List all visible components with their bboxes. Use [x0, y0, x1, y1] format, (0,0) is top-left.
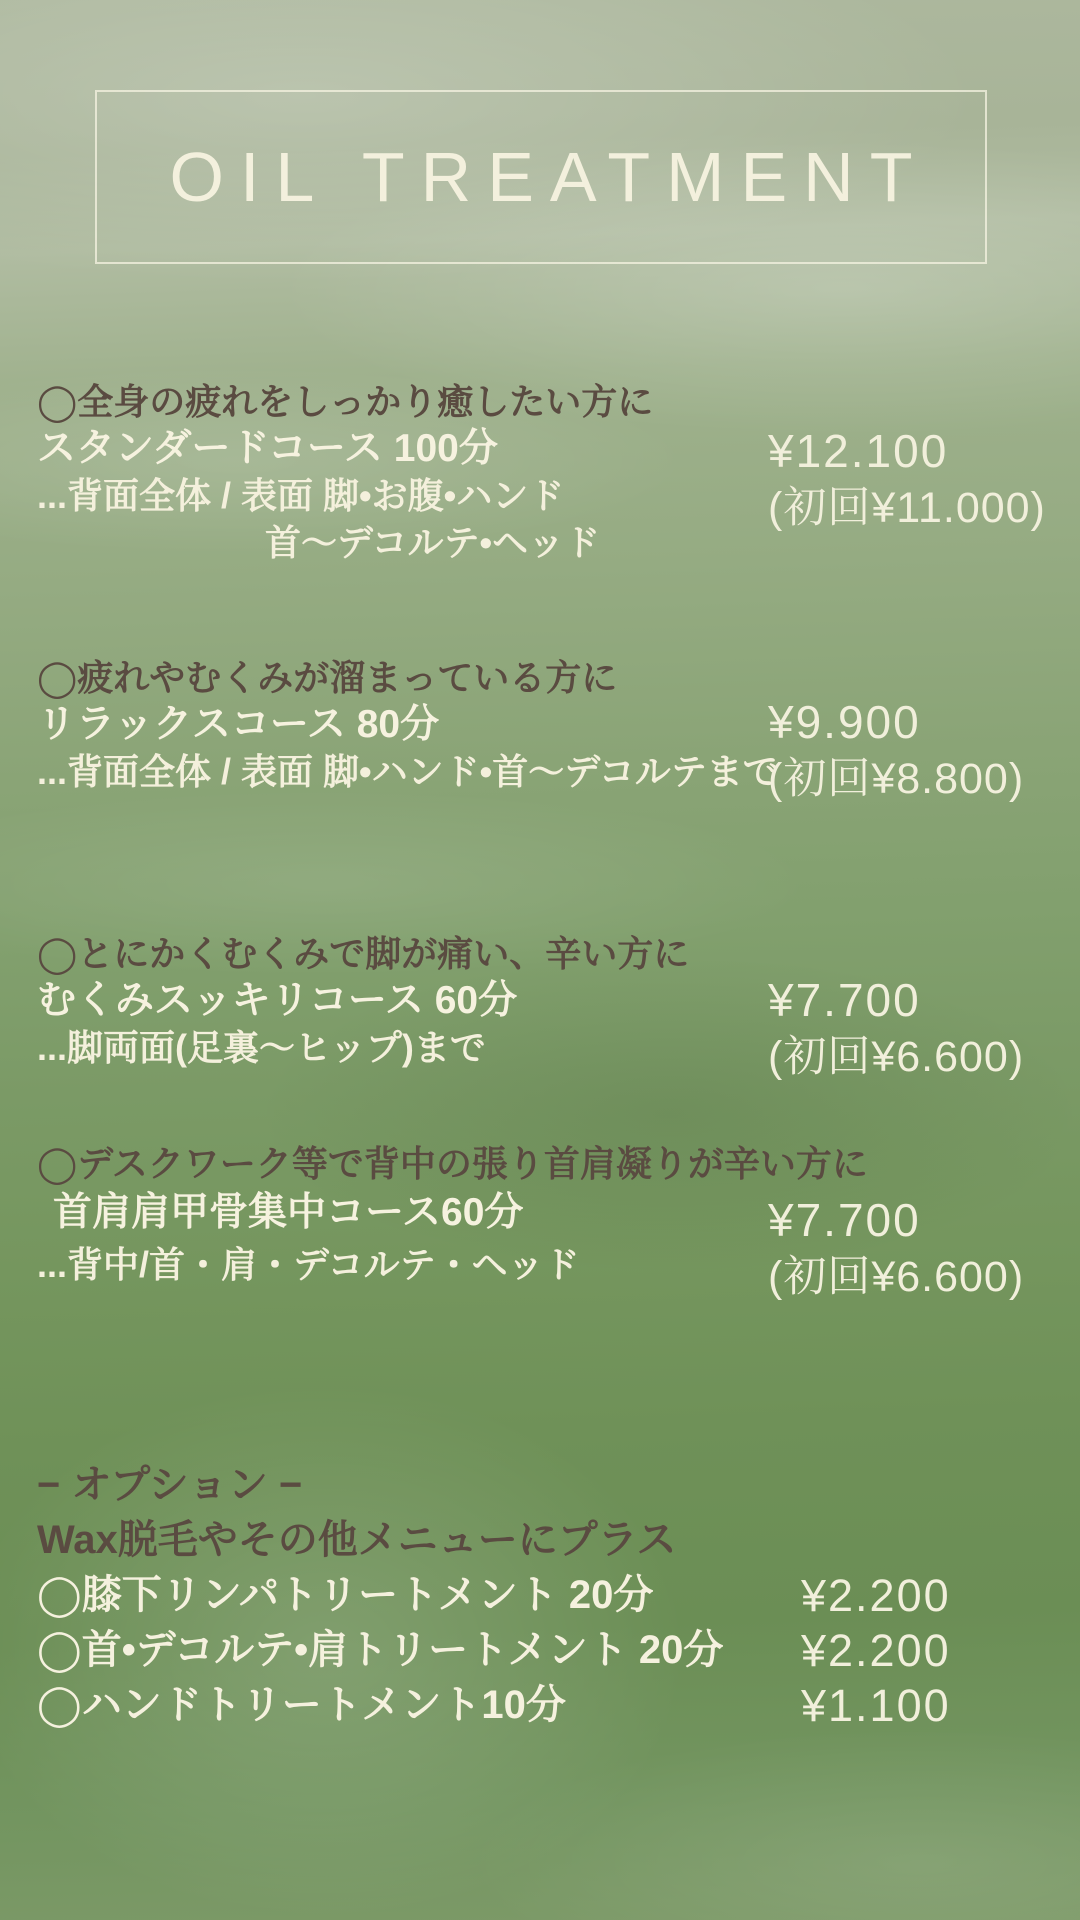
option-label: ◯膝下リンパトリートメント 20分: [37, 1573, 654, 1617]
option-price: ¥2.200: [801, 1570, 951, 1621]
price: ¥7.700: [768, 974, 921, 1026]
course-heading: ◯疲れやむくみが溜まっている方に: [37, 657, 618, 698]
option-price: ¥2.200: [801, 1625, 951, 1676]
price-block-mukumi: [768, 973, 1024, 1087]
option-price: ¥1.100: [801, 1680, 951, 1731]
options-section: [37, 1458, 1080, 1733]
options-subheading: Wax脱毛やその他メニューにプラス: [37, 1518, 677, 1562]
first-time-price: (初回¥11.000): [768, 484, 1046, 532]
course-name: リラックスコース 80分: [37, 703, 440, 746]
price-block-standard: [768, 424, 1046, 538]
course-detail: ...背中/首・肩・デコルテ・ヘッド: [37, 1244, 580, 1285]
price: ¥9.900: [768, 696, 921, 748]
course-detail: ...脚両面(足裏〜ヒップ)まで: [37, 1027, 486, 1068]
first-time-price: (初回¥6.600): [768, 1033, 1025, 1081]
option-label: ◯首•デコルテ•肩トリートメント 20分: [37, 1628, 724, 1672]
first-time-price: (初回¥8.800): [768, 755, 1025, 803]
price: ¥7.700: [768, 1194, 921, 1246]
price: ¥12.100: [768, 425, 949, 477]
course-name: スタンダードコース 100分: [37, 427, 498, 470]
course-name: むくみスッキリコース 60分: [37, 979, 518, 1022]
page-title: OIL TREATMENT: [169, 138, 929, 216]
course-heading: ◯デスクワーク等で背中の張り首肩凝りが辛い方に: [37, 1143, 868, 1184]
title-box: [95, 90, 987, 264]
course-heading: ◯全身の疲れをしっかり癒したい方に: [37, 381, 654, 422]
first-time-price: (初回¥6.600): [768, 1253, 1025, 1301]
course-detail: ...背面全体 / 表面 脚•ハンド•首〜デコルテまで: [37, 751, 779, 792]
price-block-relax: [768, 695, 1024, 809]
option-item: [37, 1623, 1080, 1678]
course-heading: ◯とにかくむくみで脚が痛い、辛い方に: [37, 933, 690, 974]
course-detail: ...背面全体 / 表面 脚•お腹•ハンド: [37, 475, 565, 516]
course-name: 首肩肩甲骨集中コース60分: [53, 1191, 524, 1234]
options-heading: − オプション −: [37, 1463, 303, 1507]
option-item: [37, 1678, 1080, 1733]
option-label: ◯ハンドトリートメント10分: [37, 1683, 566, 1727]
course-detail: 首〜デコルテ•ヘッド: [265, 522, 601, 563]
price-block-neck-shoulder: [768, 1193, 1024, 1307]
option-item: [37, 1568, 1080, 1623]
